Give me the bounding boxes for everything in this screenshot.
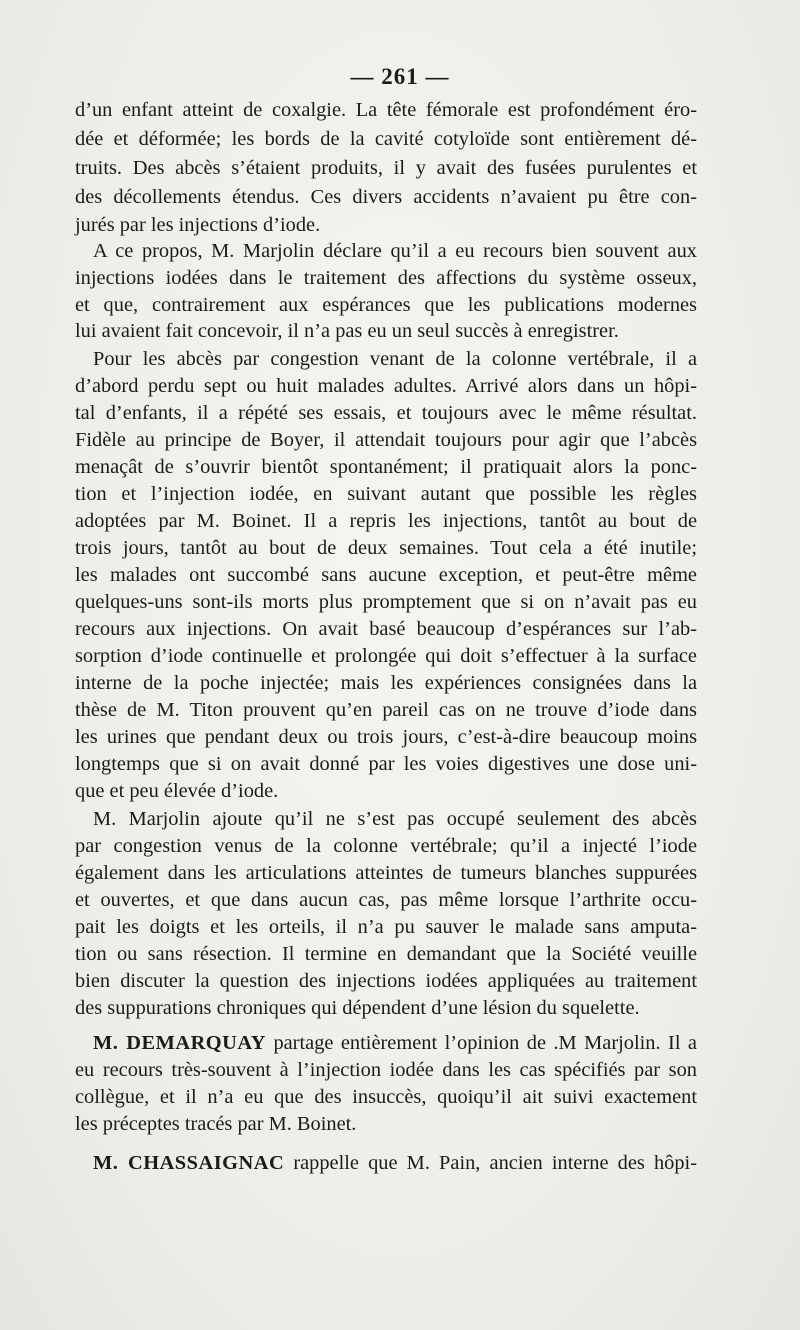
text-line: des décollements étendus. Ces divers accidents n’avaient pu être con- bbox=[75, 186, 697, 208]
text-line: A ce propos, M. Marjolin déclare qu’il a eu recours bien souvent aux bbox=[93, 240, 697, 262]
text-line: bien discuter la question des injections iodées appliquées au traitement bbox=[75, 970, 697, 992]
text-line: tion ou sans résection. Il termine en demandant que la Société veuille bbox=[75, 943, 697, 965]
text-line: trois jours, tantôt au bout de deux semaines. Tout cela a été inutile; bbox=[75, 537, 697, 559]
page-number: — 261 — bbox=[350, 64, 450, 89]
text-line: truits. Des abcès s’étaient produits, il y avait des fusées purulentes et bbox=[75, 157, 697, 179]
speaker-name: M. DEMARQUAY bbox=[93, 1032, 266, 1054]
text-line: et que, contrairement aux espérances que les publications modernes bbox=[75, 294, 697, 316]
text-line: thèse de M. Titon prouvent qu’en pareil cas on ne trouve d’iode dans bbox=[75, 699, 697, 721]
text-line: longtemps que si on avait donné par les voies digestives une dose uni- bbox=[75, 753, 697, 775]
text-line: interne de la poche injectée; mais les expériences consignées dans la bbox=[75, 672, 697, 694]
text-line: des suppurations chroniques qui dépendent d’une lésion du squelette. bbox=[75, 997, 640, 1019]
text-line: d’un enfant atteint de coxalgie. La tête fémorale est profondément éro- bbox=[75, 99, 697, 121]
text-line: jurés par les injections d’iode. bbox=[75, 214, 321, 236]
text-line: dée et déformée; les bords de la cavité cotyloïde sont entièrement dé- bbox=[75, 128, 697, 150]
text-line: adoptées par M. Boinet. Il a repris les injections, tantôt au bout de bbox=[75, 510, 697, 532]
text-line: quelques-uns sont-ils morts plus promptement que si on n’avait pas eu bbox=[75, 591, 697, 613]
text-line: les urines que pendant deux ou trois jours, c’est-à-dire beaucoup moins bbox=[75, 726, 697, 748]
speaker-name: M. CHASSAIGNAC bbox=[93, 1152, 285, 1174]
text-line: les malades ont succombé sans aucune exception, et peut-être même bbox=[75, 564, 697, 586]
text-line: également dans les articulations atteintes de tumeurs blanches suppurées bbox=[75, 862, 697, 884]
text-line: injections iodées dans le traitement des affections du système osseux, bbox=[75, 267, 697, 289]
text-line: lui avaient fait concevoir, il n’a pas eu un seul succès à enregistrer. bbox=[75, 320, 619, 342]
text-line: eu recours très-souvent à l’injection iodée dans les cas spécifiés par son bbox=[75, 1059, 697, 1081]
text-line bbox=[93, 1150, 697, 1177]
text-line: recours aux injections. On avait basé beaucoup d’espérances sur l’ab- bbox=[75, 618, 697, 640]
text-line: M. Marjolin ajoute qu’il ne s’est pas occupé seulement des abcès bbox=[93, 808, 697, 830]
text-line: tion et l’injection iodée, en suivant autant que possible les règles bbox=[75, 483, 697, 505]
text-line bbox=[93, 1030, 697, 1057]
text-line: et ouvertes, et que dans aucun cas, pas même lorsque l’arthrite occu- bbox=[75, 889, 697, 911]
text-line: Fidèle au principe de Boyer, il attendait toujours pour agir que l’abcès bbox=[75, 429, 697, 451]
text-line: par congestion venus de la colonne vertébrale; qu’il a injecté l’iode bbox=[75, 835, 697, 857]
text-line: menaçât de s’ouvrir bientôt spontanément; il pratiquait alors la ponc- bbox=[75, 456, 697, 478]
text-line: collègue, et il n’a eu que des insuccès, quoiqu’il ait suivi exactement bbox=[75, 1086, 697, 1108]
text-line: que et peu élevée d’iode. bbox=[75, 780, 279, 802]
text-line: tal d’enfants, il a répété ses essais, et toujours avec le même résultat. bbox=[75, 402, 697, 424]
text-line: d’abord perdu sept ou huit malades adultes. Arrivé alors dans un hôpi- bbox=[75, 375, 697, 397]
text-line: pait les doigts et les orteils, il n’a pu sauver le malade sans amputa- bbox=[75, 916, 697, 938]
text-run: rappelle que M. Pain, ancien interne des hôpi- bbox=[293, 1152, 697, 1174]
text-line: les préceptes tracés par M. Boinet. bbox=[75, 1113, 357, 1135]
text-line: sorption d’iode continuelle et prolongée qui doit s’effectuer à la surface bbox=[75, 645, 697, 667]
text-run: partage entièrement l’opinion de .M Marjolin. Il a bbox=[273, 1032, 697, 1054]
text-line: Pour les abcès par congestion venant de la colonne vertébrale, il a bbox=[93, 348, 697, 370]
